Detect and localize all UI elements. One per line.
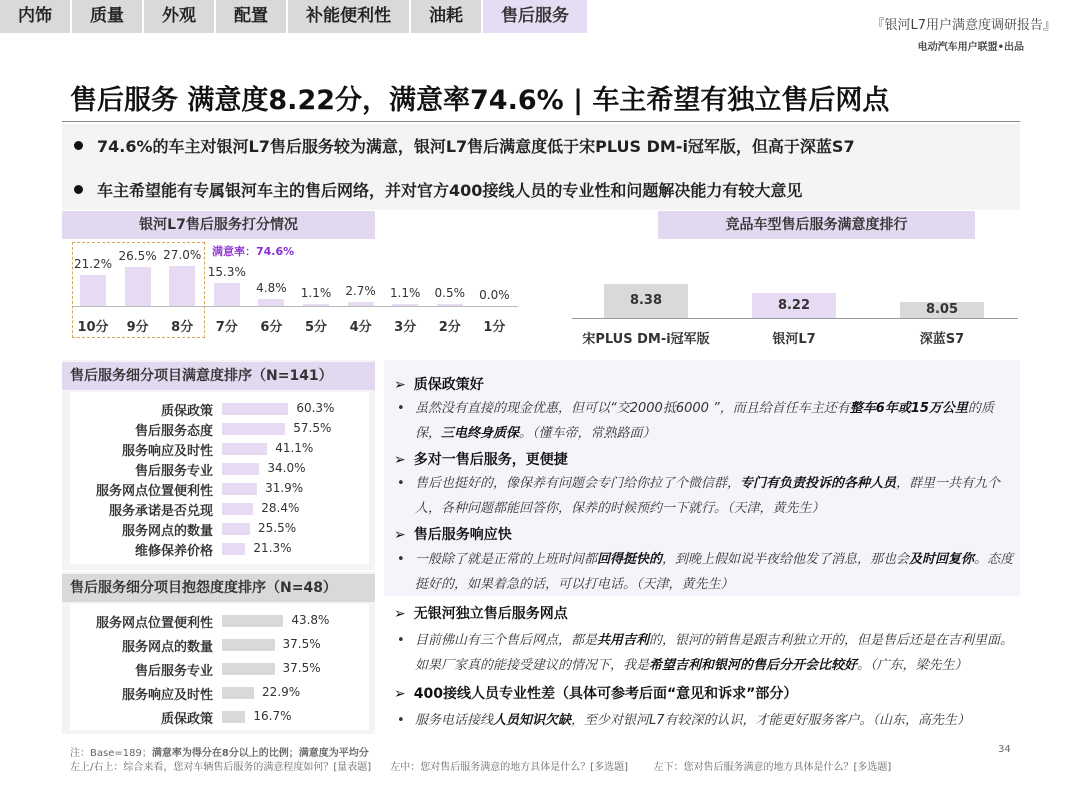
feedback-heading: ➢ 售后服务响应快 <box>394 527 512 543</box>
item-bar <box>222 639 275 651</box>
arrow-right-icon: ➢ <box>394 452 406 468</box>
item-bar <box>222 503 253 515</box>
report-publisher: 电动汽车用户联盟•出品 <box>917 42 1024 53</box>
item-label: 服务网点的数量 <box>121 640 213 655</box>
item-value: 37.5% <box>282 661 321 675</box>
item-value: 22.9% <box>262 685 301 699</box>
competitor-bar: 8.22 <box>752 293 836 318</box>
feedback-quote: • 虽然没有直接的现金优惠，但可以“交2000抵6000 ”，而且给首任车主还有整车6年或15万公里的质保，三电终身质保。（懂车帝，常熟路面） <box>397 396 1017 446</box>
item-label: 售后服务专业 <box>134 464 213 479</box>
item-bar <box>222 523 250 535</box>
feedback-quote: • 服务电话接线人员知识欠缺，至少对银河L7有较深的认识，才能更好服务客户。（山东，高先生） <box>397 708 1017 733</box>
rating-category-label: 8分 <box>171 320 194 335</box>
rating-bar-label: 1.1% <box>300 286 332 300</box>
rating-bar-label: 1.1% <box>389 286 421 300</box>
item-bar <box>222 615 283 627</box>
page-title: 售后服务 满意度8.22分，满意率74.6% | 车主希望有独立售后网点 <box>70 85 890 116</box>
rating-bar-label: 0.0% <box>479 288 510 302</box>
item-value: 21.3% <box>253 541 292 555</box>
item-value: 28.4% <box>261 501 300 515</box>
rating-bar-label: 21.2% <box>73 256 113 271</box>
item-value: 37.5% <box>282 637 321 651</box>
rating-section-header: 银河L7售后服务打分情况 <box>62 211 375 239</box>
item-value: 57.5% <box>293 421 332 435</box>
tab-configuration[interactable]: 配置 <box>216 0 286 33</box>
bullet-icon: • <box>397 476 405 491</box>
item-label: 维修保养价格 <box>134 544 213 559</box>
feedback-quote: • 目前佛山有三个售后网点，都是共用吉利的，银河的销售是跟吉利独立开的，但是售后还是在吉利里面。如果厂家真的能接受建议的情况下，我是希望吉利和银河的售后分开会比较好。（广东，梁先生） <box>397 628 1017 678</box>
rating-category-label: 10分 <box>77 320 109 335</box>
item-bar <box>222 443 267 455</box>
tab-interior[interactable]: 内饰 <box>0 0 70 33</box>
item-bar <box>222 663 275 675</box>
competitor-bar: 8.05 <box>900 302 984 318</box>
competitor-bar: 8.38 <box>604 284 688 318</box>
rating-category-label: 6分 <box>260 320 283 335</box>
competitor-x-axis <box>572 318 1018 319</box>
bullet-dot-icon <box>74 185 83 194</box>
item-bar <box>222 423 285 435</box>
item-label: 服务网点位置便利性 <box>95 484 213 499</box>
item-value: 34.0% <box>267 461 306 475</box>
item-value: 41.1% <box>275 441 314 455</box>
item-label: 质保政策 <box>160 712 213 727</box>
item-value: 31.9% <box>265 481 304 495</box>
rating-category-label: 2分 <box>438 320 461 335</box>
footnote-base: 注：Base=189；满意率为得分在8分以上的比例；满意度为平均分 <box>70 748 369 759</box>
item-bar <box>222 711 245 723</box>
item-label: 服务网点的数量 <box>121 524 213 539</box>
item-value: 16.7% <box>253 709 292 723</box>
summary-bullet: 车主希望能有专属银河车主的售后网络，并对官方400接线人员的专业性和问题解决能力有较大意见 <box>74 178 802 201</box>
complaint-items-header: 售后服务细分项目抱怨度度排序（N=48） <box>62 574 375 602</box>
item-label: 质保政策 <box>160 404 213 419</box>
footnote-questions: 左上/右上：综合来看，您对车辆售后服务的满意程度如何？[量表题] 左中：您对售后服务满意的地方具体是什么？[多选题] 左下：您对售后服务满意的地方具体是什么？[多选题] <box>70 762 892 773</box>
competitor-section-header: 竞品车型售后服务满意度排行 <box>658 211 975 239</box>
item-value: 60.3% <box>296 401 335 415</box>
rating-category-label: 3分 <box>394 320 417 335</box>
tab-quality[interactable]: 质量 <box>72 0 142 33</box>
bullet-icon: • <box>397 552 405 567</box>
item-value: 43.8% <box>291 613 330 627</box>
summary-bullet: 74.6%的车主对银河L7售后服务较为满意，银河L7售后满意度低于宋PLUS DM-i冠军版，但高于深蓝S7 <box>74 134 855 157</box>
feedback-quote: • 售后也挺好的，像保养有问题会专门给你拉了个微信群，专门有负责投诉的各种人员，群里一共有九个人，各种问题都能回答你，保养的时候预约一下就行。（天津，黄先生） <box>397 471 1017 521</box>
satisfaction-rate-label: 满意率：74.6% <box>212 245 295 258</box>
page-number: 34 <box>998 744 1011 755</box>
feedback-quote: • 一般除了就是正常的上班时间都回得挺快的，到晚上假如说半夜给他发了消息，那也会及时回复你。态度挺好的，如果着急的话，可以打电话。（天津，黄先生） <box>397 547 1017 597</box>
item-label: 服务网点位置便利性 <box>95 616 213 631</box>
rating-bar-label: 15.3% <box>207 265 246 280</box>
bullet-icon: • <box>397 633 405 648</box>
arrow-right-icon: ➢ <box>394 686 406 702</box>
top-tab-bar <box>0 0 589 33</box>
rating-category-label: 9分 <box>126 320 149 335</box>
rating-bar-label: 2.7% <box>345 284 376 298</box>
tab-fuel[interactable]: 油耗 <box>411 0 481 33</box>
rating-category-label: 1分 <box>483 320 506 335</box>
rating-category-label: 4分 <box>349 320 372 335</box>
feedback-heading: ➢ 多对一售后服务，更便捷 <box>394 452 568 468</box>
feedback-heading: ➢ 400接线人员专业性差（具体可参考后面“意见和诉求”部分） <box>394 686 798 702</box>
feedback-heading: ➢ 质保政策好 <box>394 377 484 393</box>
rating-bar-label: 4.8% <box>256 280 287 295</box>
sat-items-header: 售后服务细分项目满意度排序（N=141） <box>62 362 375 390</box>
rating-category-label: 5分 <box>304 320 328 335</box>
item-label: 售后服务专业 <box>134 664 213 679</box>
competitor-category-label: 深蓝S7 <box>919 332 965 347</box>
competitor-category-label: 银河L7 <box>772 332 816 347</box>
title-divider <box>62 121 1020 122</box>
bullet-dot-icon <box>74 141 83 150</box>
tab-exterior[interactable]: 外观 <box>144 0 214 33</box>
arrow-right-icon: ➢ <box>394 527 406 543</box>
tab-charging[interactable]: 补能便利性 <box>288 0 409 33</box>
rating-category-label: 7分 <box>215 320 238 335</box>
arrow-right-icon: ➢ <box>394 606 406 622</box>
tab-after-sales[interactable]: 售后服务 <box>483 0 587 33</box>
item-value: 25.5% <box>258 521 297 535</box>
item-bar <box>222 543 245 555</box>
satisfied-range-highlight <box>72 242 205 338</box>
rating-bar-label: 0.5% <box>434 286 466 300</box>
arrow-right-icon: ➢ <box>394 377 406 393</box>
item-label: 服务响应及时性 <box>121 688 213 703</box>
rating-bar <box>214 283 240 306</box>
report-title: 『银河L7用户满意度调研报告』 <box>871 18 1056 33</box>
rating-bar <box>258 299 284 306</box>
item-label: 服务承诺是否兑现 <box>108 504 213 519</box>
feedback-heading: ➢ 无银河独立售后服务网点 <box>394 606 568 622</box>
item-bar <box>222 687 254 699</box>
item-bar <box>222 403 288 415</box>
bullet-icon: • <box>397 401 405 416</box>
rating-bar-label: 27.0% <box>163 248 202 262</box>
item-label: 服务响应及时性 <box>121 444 213 459</box>
bullet-icon: • <box>397 713 405 728</box>
competitor-category-label: 宋PLUS DM-i冠军版 <box>582 332 710 347</box>
item-bar <box>222 463 259 475</box>
rating-bar-label: 26.5% <box>118 248 157 263</box>
item-bar <box>222 483 257 495</box>
item-label: 售后服务态度 <box>134 424 213 439</box>
